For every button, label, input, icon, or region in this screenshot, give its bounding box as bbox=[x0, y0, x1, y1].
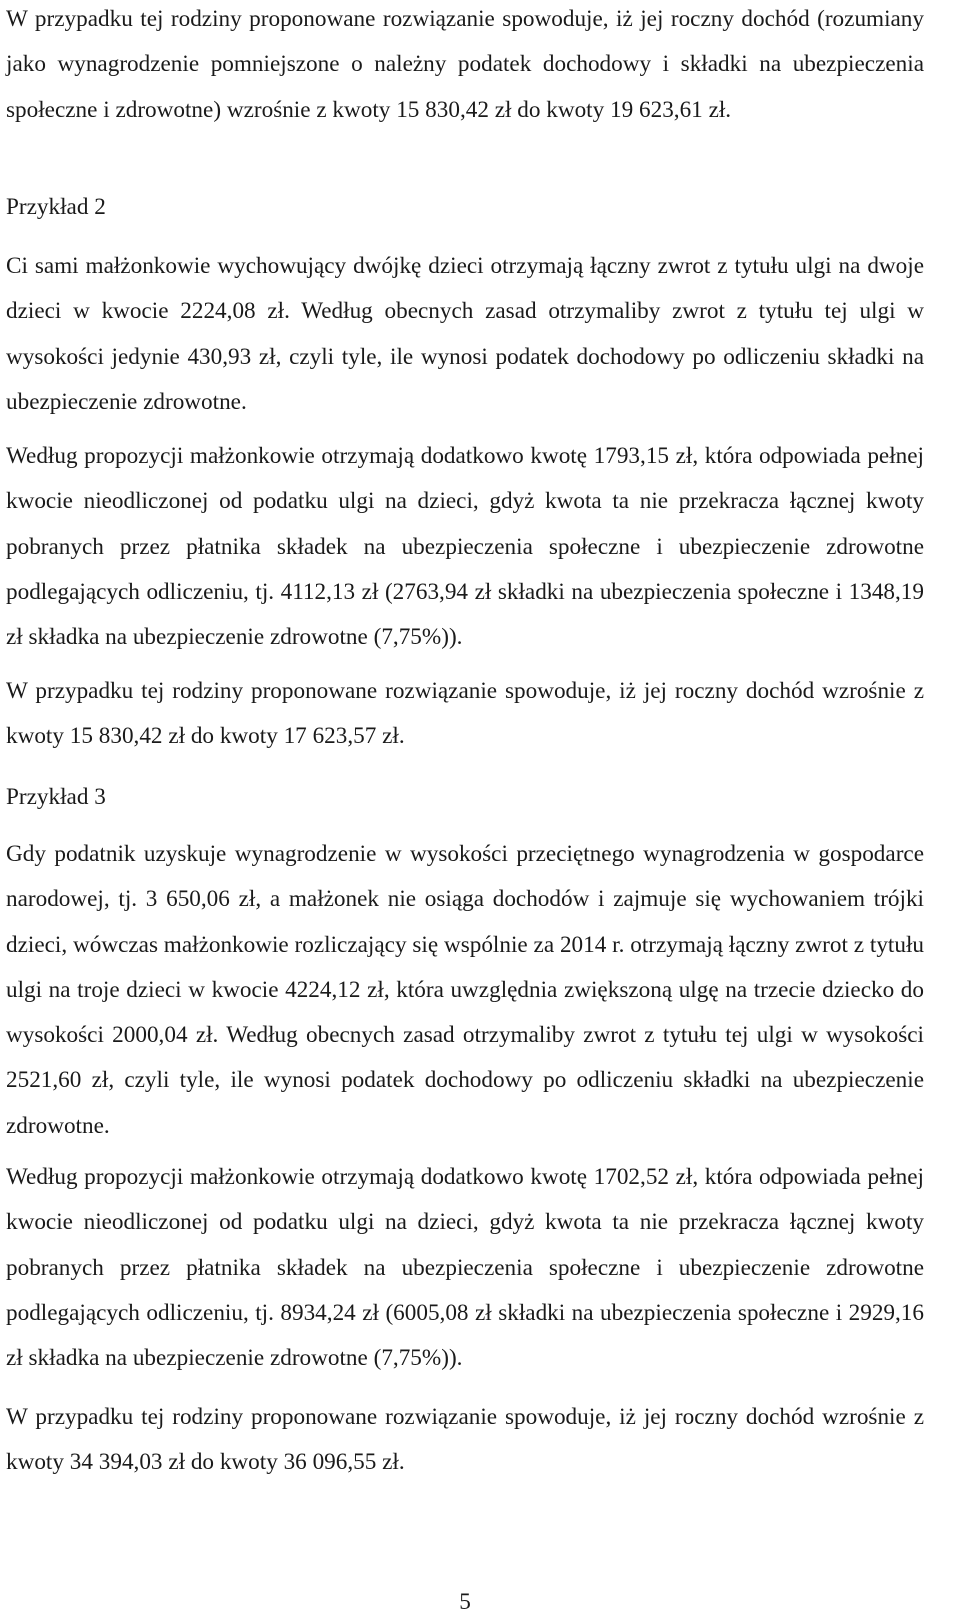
paragraph-example-2-proposal: Według propozycji małżonkowie otrzymają dodatkowo kwotę 1793,15 zł, która odpowiada pełnej kwocie nieodliczonej od podatku ulgi na dzieci, gdyż kwota ta nie przekracza łącznej kwoty pobranych przez płatnika składek na ubezpieczenia społeczne i ubezpieczenie zdrowotne podlegających odliczeniu, tj. 4112,13 zł (2763,94 zł składki na ubezpieczenia społeczne i 1348,19 zł składka na ubezpieczenie zdrowotne (7,75%)). bbox=[6, 443, 924, 651]
paragraph-example-3-income: W przypadku tej rodziny proponowane rozwiązanie spowoduje, iż jej roczny dochód wzrośnie z kwoty 34 394,03 zł do kwoty 36 096,55 zł. bbox=[6, 1404, 924, 1476]
paragraph-example-3-proposal: Według propozycji małżonkowie otrzymają dodatkowo kwotę 1702,52 zł, która odpowiada pełnej kwocie nieodliczonej od podatku ulgi na dzieci, gdyż kwota ta nie przekracza łącznej kwoty pobranych przez płatnika składek na ubezpieczenia społeczne i ubezpieczenie zdrowotne podlegających odliczeniu, tj. 8934,24 zł (6005,08 zł składki na ubezpieczenia społeczne i 2929,16 zł składka na ubezpieczenie zdrowotne (7,75%)). bbox=[6, 1164, 924, 1372]
example-3-heading: Przykład 3 bbox=[6, 784, 106, 810]
example-2-heading: Przykład 2 bbox=[6, 194, 106, 220]
paragraph-example-2-refund: Ci sami małżonkowie wychowujący dwójkę dzieci otrzymają łączny zwrot z tytułu ulgi na dwoje dzieci w kwocie 2224,08 zł. Według obecnych zasad otrzymaliby zwrot z tytułu tej ulgi w wysokości jedynie 430,93 zł, czyli tyle, ile wynosi podatek dochodowy po odliczeniu składki na ubezpieczenie zdrowotne. bbox=[6, 253, 924, 415]
paragraph-family-income-1: W przypadku tej rodziny proponowane rozwiązanie spowoduje, iż jej roczny dochód (rozumiany jako wynagrodzenie pomniejszone o należny podatek dochodowy i składki na ubezpieczenia społeczne i zdrowotne) wzrośnie z kwoty 15 830,42 zł do kwoty 19 623,61 zł. bbox=[6, 6, 924, 123]
paragraph-example-3-refund: Gdy podatnik uzyskuje wynagrodzenie w wysokości przeciętnego wynagrodzenia w gospodarce narodowej, tj. 3 650,06 zł, a małżonek nie osiąga dochodów i zajmuje się wychowaniem trójki dzieci, wówczas małżonkowie rozliczający się wspólnie za 2014 r. otrzymają łączny zwrot z tytułu ulgi na troje dzieci w kwocie 4224,12 zł, która uwzględnia zwiększoną ulgę na trzecie dziecko do wysokości 2000,04 zł. Według obecnych zasad otrzymaliby zwrot z tytułu tej ulgi w wysokości 2521,60 zł, czyli tyle, ile wynosi podatek dochodowy po odliczeniu składki na ubezpieczenie zdrowotne. bbox=[6, 841, 924, 1139]
page-number: 5 bbox=[459, 1589, 471, 1615]
paragraph-example-2-income: W przypadku tej rodziny proponowane rozwiązanie spowoduje, iż jej roczny dochód wzrośnie z kwoty 15 830,42 zł do kwoty 17 623,57 zł. bbox=[6, 678, 924, 750]
